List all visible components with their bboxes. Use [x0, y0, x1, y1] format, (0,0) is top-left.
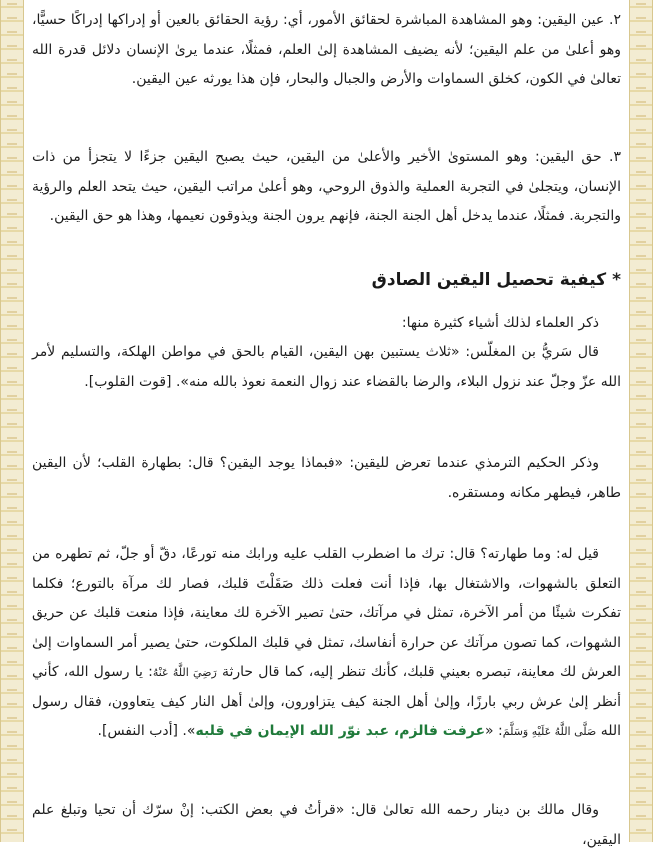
decorative-border-left — [0, 0, 24, 842]
honorific-salla-allahu-alayhi: صَلَّى اللَّهُ عَلَيْهِ وَسَلَّمَ — [502, 725, 597, 738]
purity-text-after: ». [أدب النفس]. — [97, 723, 196, 739]
paragraph-sari: قال سَريُّ بن المغلّس: «ثلاث يستبين بهن اليقين، القيام بالحق في مواطن الهلكة، والتسليم لأمر الله عزّ وجلّ عند نزول البلاء، والرضا بالقضاء عند زوال النعمة نعوذ بالله منه». [قوت القلوب]. — [32, 344, 621, 390]
purity-text-before: قيل له: وما طهارته؟ قال: ترك ما اضطرب القلب عليه ورابك منه تورعًا، دقّ أو جلّ، ثم تطهره من التعلق بالشهوات، والاشتغال بها، فإذا أنت فعلت ذلك صَقَلْتَ قلبك، فصار لك مرآة بالتورع؛ فكلما تفكرت شيئًا من أمر الآخرة، تمثل في مرآتك، حتىٰ تصير الآخرة لك معاينة، فإذا منعت قلبك عن حريق الشهوات، كما تصون مرآتك عن حرارة أنفاسك، تمثل في قلبك الملكوت، حتىٰ يصير أمر السماوات إلىٰ العرش لك معاينة، تبصره بعيني قلبك، كأنك تنظر إليه، كما قال حارثة — [32, 546, 621, 680]
page-content — [32, 0, 621, 848]
section-heading-text: كيفية تحصيل اليقين الصادق — [371, 270, 607, 290]
star-bullet-icon: * — [612, 270, 621, 290]
honorific-radiya-allahu-anhu: رَضِيَ اللَّهُ عَنْهُ — [152, 666, 217, 679]
paragraph-ain-alyaqin: ٢. عين اليقين: وهو المشاهدة المباشرة لحقائق الأمور، أي: رؤية الحقائق بالعين أو إدراكها إدراكًا حسيًّا، وهو أعلىٰ من علم اليقين؛ لأنه يضيف المشاهدة إلىٰ العلم، فمثلًا، عندما يرىٰ الإنسان دلائل قدرة الله تعالىٰ في الكون، كخلق السماوات والأرض والجبال والبحار، فإن هذا يورثه عين اليقين. — [32, 12, 621, 87]
hadith-quote: عرفت فالزم، عبد نوّر الله الإيمان في قلبه — [195, 723, 486, 739]
section-heading — [32, 266, 621, 296]
paragraph-malik: وقال مالك بن دينار رحمه الله تعالىٰ قال: «قرأتُ في بعض الكتب: إنْ سرّك أن تحيا وتبلغ علم اليقين، — [32, 802, 621, 848]
decorative-border-right — [629, 0, 653, 842]
paragraph-intro: ذكر العلماء لذلك أشياء كثيرة منها: — [401, 315, 599, 331]
paragraph-tirmidhi: وذكر الحكيم الترمذي عندما تعرض لليقين: «فبماذا يوجد اليقين؟ قال: بطهارة القلب؛ لأن اليقين طاهر، فيطهر مكانه ومستقره. — [32, 455, 621, 501]
purity-quote-open: : « — [485, 723, 503, 739]
paragraph-haqq-alyaqin: ٣. حق اليقين: وهو المستوىٰ الأخير والأعلىٰ من اليقين، حيث يصبح اليقين جزءًا لا يتجزأ من ذات الإنسان، ويتجلىٰ في التجربة العملية والذوق الروحي، وهو أعلىٰ مراتب اليقين، حيث يتحد العلم والرؤية والتجربة. فمثلًا، عندما يدخل أهل الجنة الجنة، فإنهم يرون الجنة ويذوقون نعيمها، وهذا هو حق اليقين. — [32, 149, 621, 224]
paragraph-purity — [32, 540, 621, 747]
purity-text-middle: : يا رسول الله، كأني أنظر إلىٰ عرش ربي بارزًا، وإلىٰ أهل الجنة كيف يتزاورون، وإلىٰ أهل النار كيف يتعاوون، فقال رسول الله — [32, 664, 621, 739]
